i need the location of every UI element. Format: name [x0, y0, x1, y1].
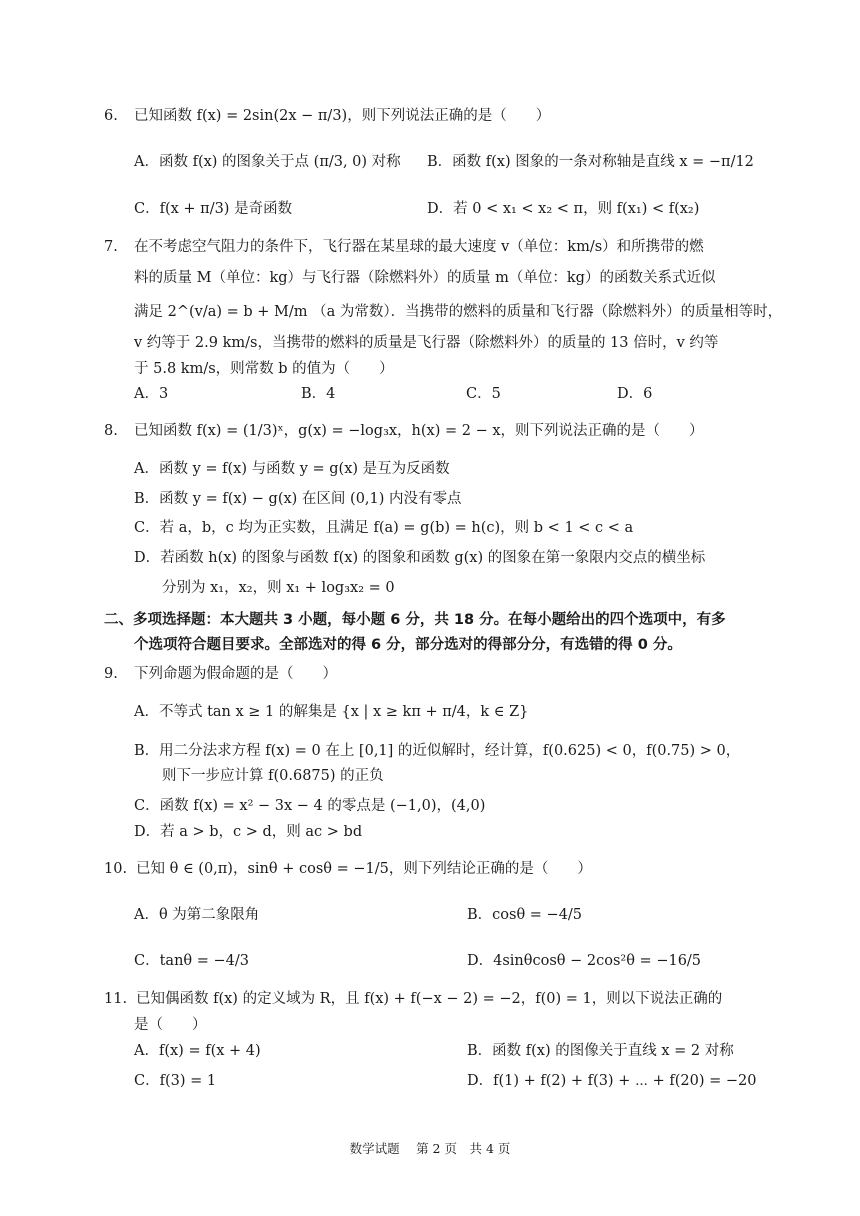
page-footer: 数学试题 第 2 页 共 4 页	[349, 1141, 511, 1156]
option-b: B．函数 f(x) 图象的一条对称轴是直线 x = −π/12	[427, 154, 754, 170]
question-stem-line-1: 在不考虑空气阻力的条件下，飞行器在某星球的最大速度 v（单位：km/s）和所携带的燃	[134, 239, 704, 255]
option-d: D．6	[617, 386, 653, 402]
question-stem-line-5: 于 5.8 km/s，则常数 b 的值为（ ）	[134, 361, 394, 377]
option-a: A．不等式 tan x ≥ 1 的解集是 {x | x ≥ kπ + π/4，k ∈ Z}	[134, 704, 529, 720]
question-number: 8.	[104, 423, 118, 439]
question-number: 10.	[104, 861, 128, 877]
option-d-continuation: 分别为 x₁，x₂，则 x₁ + log₃x₂ = 0	[162, 580, 395, 596]
option-c: C．tanθ = −4/3	[134, 953, 249, 969]
question-number: 6.	[104, 108, 118, 124]
option-c: C．f(3) = 1	[134, 1073, 217, 1089]
question-stem: 已知函数 f(x) = 2sin(2x − π/3)，则下列说法正确的是（ ）	[134, 108, 551, 124]
option-d: D．4sinθcosθ − 2cos²θ = −16/5	[467, 953, 702, 969]
question-stem-line-1: 已知偶函数 f(x) 的定义域为 R，且 f(x) + f(−x − 2) = −2，f(0) = 1，则以下说法正确的	[136, 991, 723, 1007]
option-b: B．4	[301, 386, 336, 402]
option-b-continuation: 则下一步应计算 f(0.6875) 的正负	[162, 768, 384, 784]
question-number: 7.	[104, 239, 118, 255]
option-d: D．若 0 < x₁ < x₂ < π，则 f(x₁) < f(x₂)	[427, 201, 700, 217]
question-stem: 已知 θ ∈ (0,π)，sinθ + cosθ = −1/5，则下列结论正确的是（ ）	[136, 861, 592, 877]
option-b: B．用二分法求方程 f(x) = 0 在上 [0,1] 的近似解时，经计算，f(0.625) < 0，f(0.75) > 0，	[134, 743, 741, 759]
option-c: C．函数 f(x) = x² − 3x − 4 的零点是 (−1,0)，(4,0)	[134, 798, 486, 814]
question-number: 9.	[104, 666, 118, 682]
section-header-line-2: 个选项符合题目要求。全部选对的得 6 分，部分选对的得部分分，有选错的得 0 分。	[134, 637, 682, 653]
question-stem-line-2: 是（ ）	[134, 1017, 207, 1033]
question-number: 11.	[104, 991, 128, 1007]
option-b: B．函数 f(x) 的图像关于直线 x = 2 对称	[467, 1043, 734, 1059]
option-c: C．5	[466, 386, 501, 402]
option-b: B．函数 y = f(x) − g(x) 在区间 (0,1) 内没有零点	[134, 491, 462, 507]
question-stem-line-4: v 约等于 2.9 km/s，当携带的燃料的质量是飞行器（除燃料外）的质量的 13 倍时，v 约等	[134, 335, 719, 351]
option-c: C．若 a，b，c 均为正实数，且满足 f(a) = g(b) = h(c)，则 b < 1 < c < a	[134, 520, 634, 536]
option-c: C．f(x + π/3) 是奇函数	[134, 201, 293, 217]
option-d: D．若 a > b，c > d，则 ac > bd	[134, 824, 363, 840]
option-a: A．3	[134, 386, 169, 402]
question-stem: 已知函数 f(x) = (1/3)ˣ，g(x) = −log₃x，h(x) = 2 − x，则下列说法正确的是（ ）	[134, 423, 704, 439]
option-a: A．函数 f(x) 的图象关于点 (π/3, 0) 对称	[134, 154, 401, 170]
option-a: A．f(x) = f(x + 4)	[134, 1043, 261, 1059]
option-b: B．cosθ = −4/5	[467, 907, 583, 923]
option-a: A．函数 y = f(x) 与函数 y = g(x) 是互为反函数	[134, 461, 450, 477]
section-header-line-1: 二、多项选择题：本大题共 3 小题，每小题 6 分，共 18 分。在每小题给出的四个选项中，有多	[104, 612, 726, 628]
option-a: A．θ 为第二象限角	[134, 907, 260, 923]
question-stem: 下列命题为假命题的是（ ）	[134, 666, 337, 682]
option-d: D．若函数 h(x) 的图象与函数 f(x) 的图象和函数 g(x) 的图象在第一象限内交点的横坐标	[134, 550, 706, 566]
question-stem-line-3: 满足 2^(v/a) = b + M/m （a 为常数）．当携带的燃料的质量和飞行器（除燃料外）的质量相等时，	[134, 304, 783, 320]
question-stem-line-2: 料的质量 M（单位：kg）与飞行器（除燃料外）的质量 m（单位：kg）的函数关系式近似	[134, 270, 716, 286]
option-d: D．f(1) + f(2) + f(3) + ⋯ + f(20) = −20	[467, 1073, 757, 1089]
